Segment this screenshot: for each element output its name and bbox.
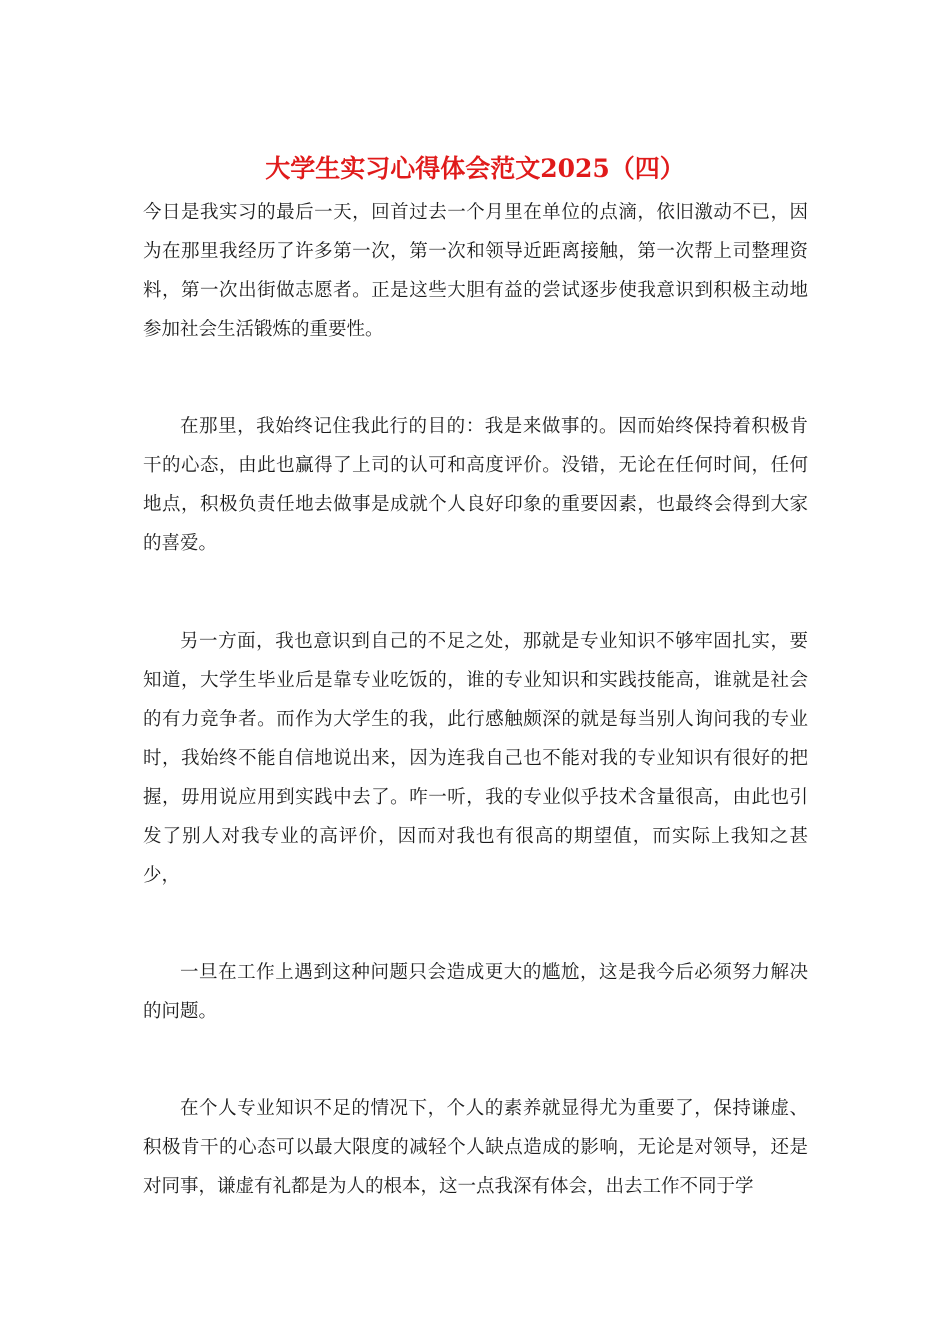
document-title: 大学生实习心得体会范文2025（四） bbox=[265, 154, 685, 183]
paragraph-3: 另一方面，我也意识到自己的不足之处，那就是专业知识不够牢固扎实，要知道，大学生毕业后是靠专业吃饭的，谁的专业知识和实践技能高，谁就是社会的有力竞争者。而作为大学生的我，此行感触颇深的就是每当别人询问我的专业时，我始终不能自信地说出来，因为连我自己也不能对我的专业知识有很好的把握，毋用说应用到实践中去了。咋一听，我的专业似乎技术含量很高，由此也引发了别人对我专业的高评价，因而对我也有很高的期望值，而实际上我知之甚少， bbox=[143, 631, 808, 886]
paragraph-4: 一旦在工作上遇到这种问题只会造成更大的尴尬，这是我今后必须努力解决的问题。 bbox=[143, 962, 808, 1022]
paragraph-1: 今日是我实习的最后一天，回首过去一个月里在单位的点滴，依旧激动不已，因为在那里我经历了许多第一次，第一次和领导近距离接触，第一次帮上司整理资料，第一次出街做志愿者。正是这些大胆有益的尝试逐步使我意识到积极主动地参加社会生活锻炼的重要性。 bbox=[143, 202, 808, 340]
paragraph-5: 在个人专业知识不足的情况下，个人的素养就显得尤为重要了，保持谦虚、积极肯干的心态可以最大限度的减轻个人缺点造成的影响，无论是对领导，还是对同事，谦虚有礼都是为人的根本，这一点我深有体会，出去工作不同于学 bbox=[143, 1098, 808, 1197]
paragraph-2: 在那里，我始终记住我此行的目的：我是来做事的。因而始终保持着积极肯干的心态，由此也赢得了上司的认可和高度评价。没错，无论在任何时间，任何地点，积极负责任地去做事是成就个人良好印象的重要因素，也最终会得到大家的喜爱。 bbox=[143, 416, 808, 554]
